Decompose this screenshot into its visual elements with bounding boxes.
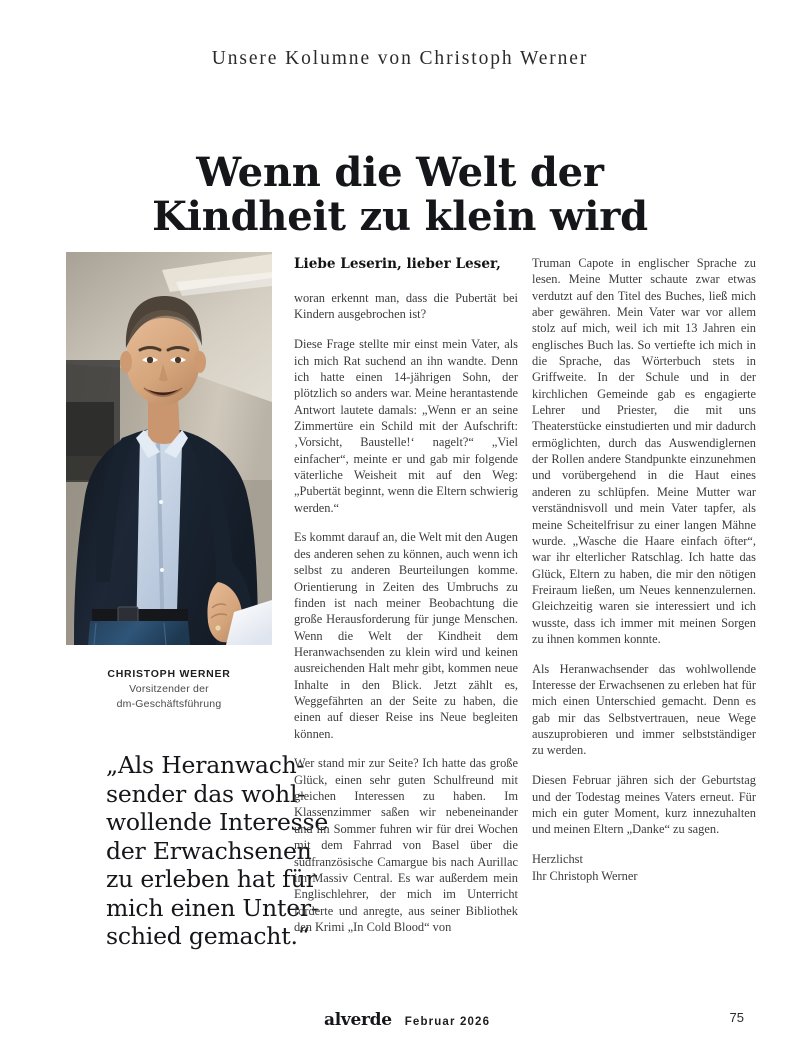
headline-line-2: Kindheit zu klein wird <box>152 192 648 240</box>
caption-name: CHRISTOPH WERNER <box>107 668 231 680</box>
caption-role-line-1: Vorsitzender der <box>129 683 209 695</box>
column-kicker: Unsere Kolumne von Christoph Werner <box>211 48 589 69</box>
pull-quote-line: zu erleben hat für <box>106 865 317 893</box>
author-photo <box>66 252 272 645</box>
footer-brand-group <box>324 1010 490 1030</box>
paragraph: woran erkennt man, dass die Pubertät bei Kindern ausgebrochen ist? <box>294 291 518 322</box>
brand-logo: alverde <box>324 1010 392 1030</box>
caption-role-line-2: dm-Geschäftsführung <box>116 697 222 710</box>
paragraph: Diese Frage stellte mir einst mein Vater, als ich mich Rat suchend an ihn wandte. Denn ich hatte einen 14-jährigen Sohn, der plötzlich so anders war. Meine herantastende Antwort lautete damals: „Wenn er an seine Zimmertüre ein Schild mit der Aufschrift: ‚Vorsicht, Baustelle!‘ nagelt?“ „Viel einfacher“, meinte er und gab mir folgende väterliche Weisheit mit auf den Weg: „Pubertät beginnt, wenn die Eltern schwierig werden.“ <box>294 337 518 515</box>
pull-quote-line: schied gemacht.“ <box>106 922 310 950</box>
author-photo-image <box>66 252 272 645</box>
paragraph: Wer stand mir zur Seite? Ich hatte das große Glück, einen sehr guten Schulfreund mit gleichen Interessen zu haben. Im Klassenzimmer saßen wir nebeneinander und im Sommer fuhren wir für drei Wochen mit dem Fahrrad von Basel über die südfranzösische Camargue bis nach Aurillac im Massiv Central. Es war außerdem mein Englischlehrer, der mich im Unterricht forderte und anregte, aus seiner Bibliothek den Krimi „In Cold Blood“ von <box>294 756 518 934</box>
headline-line-1: Wenn die Welt der <box>196 148 604 196</box>
left-rail <box>66 252 329 974</box>
paragraph: Als Heranwachsender das wohlwollende Interesse der Erwachsenen zu erleben hat für mich einen Unterschied gemacht. Denn es gab mir das Selbstvertrauen, neue Wege auszuprobieren und immer selbstständiger zu werden. <box>532 661 756 758</box>
signoff-line-2: Ihr Christoph Werner <box>532 868 638 883</box>
pull-quote-line: mich einen Unter- <box>106 893 319 922</box>
paragraph: Truman Capote in englischer Sprache zu lesen. Meine Mutter schaute zwar etwas verdutzt auf den Titel des Buches, ließ mich aber gewähren. Mein Vater war vor allem stolz auf mich, weil ich mit 13 Jahren ein englisches Buch las. So vertiefte ich mich in die Sprache, das Wörterbuch stets in Griffweite. In der Schule und in der kirchlichen Gemeinde gab es engagierte Lehrer und Priester, die mit uns Theaterstücke einstudierten und mir dadurch ermöglichten, durch das Auswendiglernen der Rollen andere Standpunkte einzunehmen und vorübergehend in die Haut eines anderen zu schlüpfen. Meine Mutter war verständnisvoll und mein Vater tapfer, als meine Scheitelfrisur zu einer langen Mähne wurde. „Wasche die Haare einfach öfter“, war ihr elterlicher Ratschlag. Ich hatte das Glück, Eltern zu haben, die mir den nötigen Freiraum ließen, um Neues kennenzulernen. Gleichzeitig waren sie interessiert und ich wusste, dass ich immer mit meinen Sorgen zu ihnen kommen konnte. <box>532 256 756 646</box>
body-column-left <box>294 255 518 935</box>
signoff-line-1: Herzlichst <box>532 852 583 867</box>
pull-quote <box>106 751 329 951</box>
page-number: 75 <box>729 1010 744 1025</box>
pull-quote-line: „Als Heranwach- <box>106 751 305 779</box>
pull-quote-line: wollende Interesse <box>106 808 329 836</box>
photo-caption <box>66 667 272 711</box>
body-column-right <box>532 255 756 884</box>
page-title <box>60 148 740 240</box>
pull-quote-line: der Erwachsenen <box>106 836 312 865</box>
salutation: Liebe Leserin, lieber Leser, <box>294 256 501 272</box>
paragraph: Es kommt darauf an, die Welt mit den Augen des anderen sehen zu können, auch wenn ich selbst zu anderen Beurteilungen komme. Orientierung in Zeiten des Umbruchs zu finden ist nach meiner Beobachtung die große Herausforderung für junge Menschen. Wenn die Welt der Kindheit dem Heranwachsenden zu klein wird und keinen ausreichenden Halt mehr gibt, kommen neue Inhalte in den Blick. Jetzt zählt es, Weggefährten an der Seite zu haben, die einen auf dieser Reise ins Neue begleiten können. <box>294 530 518 741</box>
pull-quote-line: sender das wohl- <box>106 779 305 808</box>
page-footer <box>0 1010 800 1040</box>
paragraph: Diesen Februar jähren sich der Geburtstag und der Todestag meines Vaters erneut. Für mich ein guter Moment, kurz innezuhalten und meinen Eltern „Danke“ zu sagen. <box>532 773 756 837</box>
issue-date: Februar 2026 <box>404 1016 491 1028</box>
